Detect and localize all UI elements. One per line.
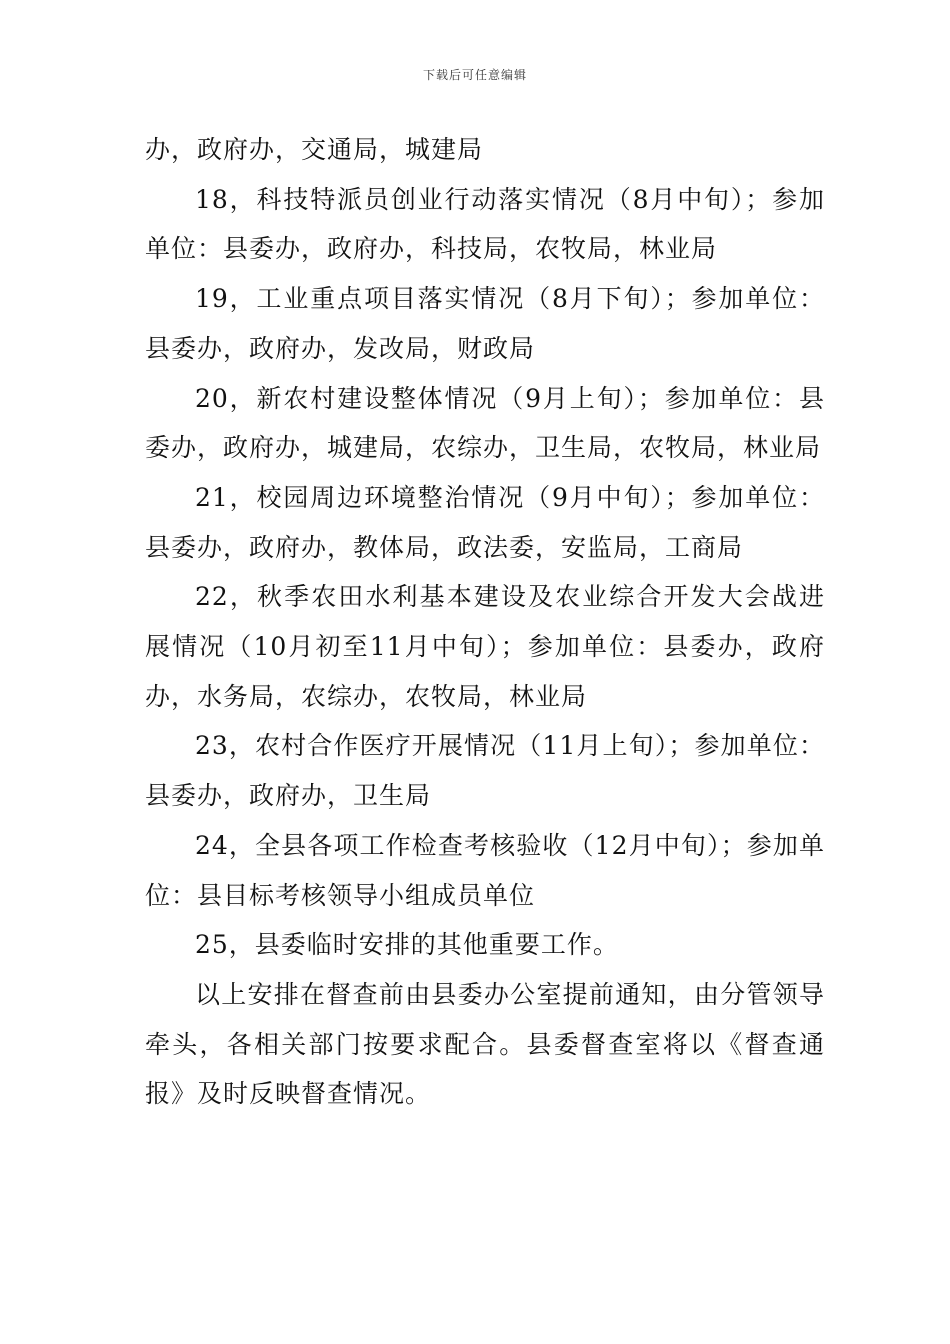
paragraph-item-22: 22，秋季农田水利基本建设及农业综合开发大会战进展情况（10月初至11月中旬）；参加单位：县委办，政府办，水务局，农综办，农牧局，林业局 (145, 582, 825, 711)
paragraph-continuation: 办，政府办，交通局，城建局 (145, 135, 484, 164)
paragraph-item-23: 23，农村合作医疗开展情况（11月上旬）；参加单位：县委办，政府办，卫生局 (145, 731, 825, 811)
document-body (145, 125, 825, 1119)
paragraph-item-20: 20，新农村建设整体情况（9月上旬）；参加单位：县委办，政府办，城建局，农综办，卫生局，农牧局，林业局 (145, 383, 825, 463)
paragraph-item-19: 19，工业重点项目落实情况（8月下旬）；参加单位：县委办，政府办，发改局，财政局 (145, 284, 825, 363)
paragraph-item-18: 18，科技特派员创业行动落实情况（8月中旬）；参加单位：县委办，政府办，科技局，农牧局，林业局 (145, 184, 825, 264)
page-header-note: 下载后可任意编辑 (422, 68, 527, 82)
paragraph-closing: 以上安排在督查前由县委办公室提前通知，由分管领导牵头，各相关部门按要求配合。县委督查室将以《督查通报》及时反映督查情况。 (145, 979, 825, 1109)
paragraph-item-25: 25，县委临时安排的其他重要工作。 (195, 930, 619, 960)
paragraph-item-24: 24，全县各项工作检查考核验收（12月中旬）；参加单位：县目标考核领导小组成员单位 (145, 830, 825, 910)
paragraph-item-21: 21，校园周边环境整治情况（9月中旬）；参加单位：县委办，政府办，教体局，政法委，安监局，工商局 (145, 482, 825, 562)
